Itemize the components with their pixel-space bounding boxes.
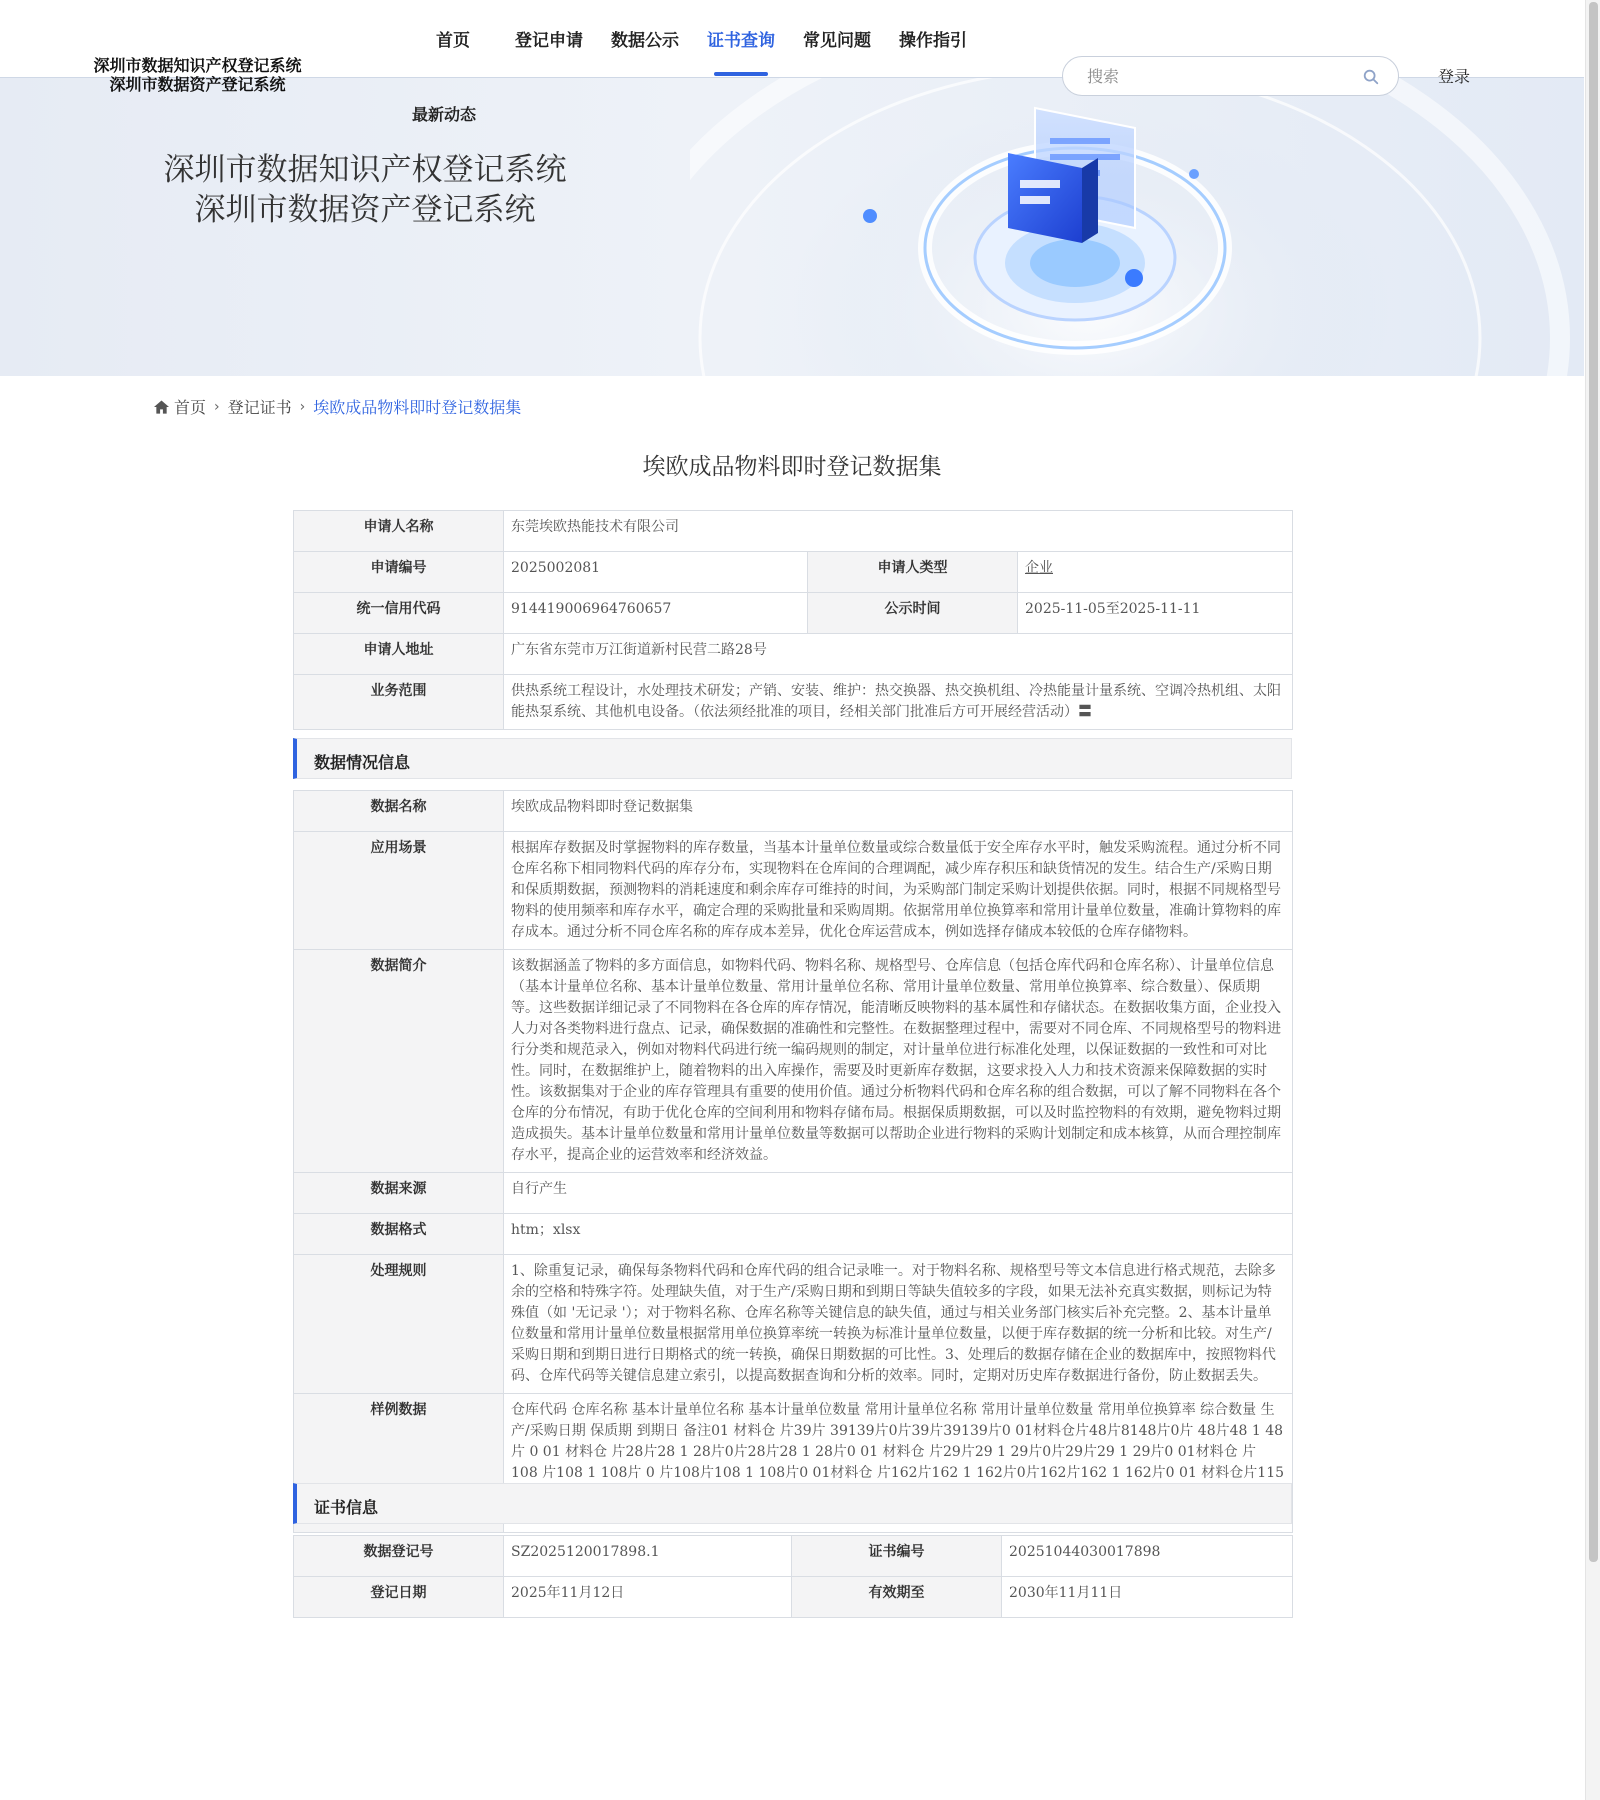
applicant-name-label: 申请人名称 — [294, 511, 504, 552]
registration-number-value: SZ2025120017898.1 — [504, 1536, 792, 1577]
valid-until-value: 2030年11月11日 — [1002, 1577, 1293, 1618]
data-source-value: 自行产生 — [504, 1173, 1293, 1214]
table-row — [294, 634, 1293, 675]
certificate-number-value: 20251044030017898 — [1002, 1536, 1293, 1577]
search-input[interactable] — [1087, 65, 1347, 87]
sample-data-label: 样例数据 — [294, 1394, 504, 1533]
banner-title-line2: 深圳市数据资产登记系统 — [194, 192, 536, 228]
registration-date-label: 登记日期 — [294, 1577, 504, 1618]
banner-illustration — [690, 78, 1584, 376]
applicant-type-label: 申请人类型 — [808, 552, 1018, 593]
breadcrumb — [154, 395, 521, 418]
valid-until-label: 有效期至 — [792, 1577, 1002, 1618]
applicant-info-table — [293, 510, 1293, 730]
table-row — [294, 1577, 1293, 1618]
application-scenario-value: 根据库存数据及时掌握物料的库存数量，当基本计量单位数量或综合数量低于安全库存水平时，触发采购流程。通过分析不同仓库名称下相同物料代码的库存分布，实现物料在仓库间的合理调配，减少库存积压和缺货情况的发生。结合生产/采购日期和保质期数据，预测物料的消耗速度和剩余库存可维持的时间，为采购部门制定采购计划提供依据。同时，根据不同规格型号物料的使用频率和库存水平，确定合理的采购批量和采购周期。依据常用单位换算率和常用计量单位数量，准确计算物料的库存成本。通过分析不同仓库名称的库存成本差异，优化仓库运营成本，例如选择存储成本较低的仓库存储物料。 — [504, 832, 1293, 950]
registration-date-value: 2025年11月12日 — [504, 1577, 792, 1618]
application-scenario-label: 应用场景 — [294, 832, 504, 950]
processing-rules-value: 1、除重复记录，确保每条物料代码和仓库代码的组合记录唯一。对于物料名称、规格型号等文本信息进行格式规范，去除多余的空格和特殊字符。处理缺失值，对于生产/采购日期和到期日等缺失值较多的字段，如果无法补充真实数据，则标记为特殊值（如 '无记录 '）；对于物料名称、仓库名称等关键信息的缺失值，通过与相关业务部门核实后补充完整。2、基本计量单位数量和常用计量单位数量根据常用单位换算率统一转换为标准计量单位数量，以便于库存数据的统一分析和比较。对生产/采购日期和到期日进行日期格式的统一转换，确保日期数据的可比性。3、处理后的数据存储在企业的数据库中，按照物料代码、仓库代码等关键信息建立索引，以提高数据查询和分析的效率。同时，定期对历史库存数据进行备份，防止数据丢失。 — [504, 1255, 1293, 1394]
publicity-period-value: 2025-11-05至2025-11-11 — [1018, 593, 1293, 634]
data-format-value: htm；xlsx — [504, 1214, 1293, 1255]
business-scope-value: 供热系统工程设计，水处理技术研发；产销、安装、维护：热交换器、热交换机组、冷热能量计量系统、空调冷热机组、太阳能热泵系统、其他机电设备。（依法须经批准的项目，经相关部门批准后方可开展经营活动）〓 — [504, 675, 1293, 730]
nav-faq[interactable]: 常见问题 — [803, 31, 871, 51]
page-title: 埃欧成品物料即时登记数据集 — [642, 454, 942, 480]
breadcrumb-certificates[interactable]: 登记证书 — [227, 398, 292, 417]
applicant-type-link[interactable]: 企业 — [1025, 560, 1053, 576]
certificate-info-table — [293, 1535, 1293, 1618]
breadcrumb-current: 埃欧成品物料即时登记数据集 — [313, 398, 522, 417]
applicant-type-value — [1018, 552, 1293, 593]
registration-number-label: 数据登记号 — [294, 1536, 504, 1577]
certificate-info-section-header: 证书信息 — [293, 1483, 1292, 1524]
nav-registration-apply[interactable]: 登记申请 — [515, 31, 583, 51]
nav-certificate-query[interactable]: 证书查询 — [693, 0, 789, 76]
data-info-section-header: 数据情况信息 — [293, 738, 1292, 779]
table-row — [294, 1214, 1293, 1255]
search-icon[interactable] — [1362, 68, 1380, 86]
site-title-line2: 深圳市数据资产登记系统 — [109, 75, 286, 94]
data-summary-value: 该数据涵盖了物料的多方面信息，如物料代码、物料名称、规格型号、仓库信息（包括仓库代码和仓库名称）、计量单位信息（基本计量单位名称、基本计量单位数量、常用计量单位名称、常用计量单位数量、常用单位换算率、综合数量）、保质期等。这些数据详细记录了不同物料在各仓库的库存情况，能清晰反映物料的基本属性和存储状态。在数据收集方面，企业投入人力对各类物料进行盘点、记录，确保数据的准确性和完整性。在数据整理过程中，需要对不同仓库、不同规格型号的物料进行分类和规范录入，例如对物料代码进行统一编码规则的制定，对计量单位进行标准化处理，以保证数据的一致性和可对比性。同时，在数据维护上，随着物料的出入库操作，需要及时更新库存数据，这要求投入人力和技术资源来保障数据的实时性。该数据集对于企业的库存管理具有重要的使用价值。通过分析物料代码和仓库名称的组合数据，可以了解不同物料在各个仓库的分布情况，有助于优化仓库的空间利用和物料存储布局。根据保质期数据，可以及时监控物料的有效期，避免物料过期造成损失。基本计量单位数量和常用计量单位数量等数据可以帮助企业进行物料的采购计划制定和成本核算，从而合理控制库存水平，提高企业的运营效率和经济效益。 — [504, 950, 1293, 1173]
nav-data-publicity[interactable]: 数据公示 — [611, 31, 679, 51]
site-title-line1: 深圳市数据知识产权登记系统 — [93, 56, 302, 75]
data-summary-label: 数据简介 — [294, 950, 504, 1173]
data-name-value: 埃欧成品物料即时登记数据集 — [504, 791, 1293, 832]
sample-data-value: 仓库代码 仓库名称 基本计量单位名称 基本计量单位数量 常用计量单位名称 常用计量单位数量 常用单位换算率 综合数量 生产/采购日期 保质期 到期日 备注01 材料仓 片39片 39139片0片39片39139片0 01材料仓片48片8148片0片 48片48 1 48片 0 01 材料仓 片28片28 1 28片0片28片28 1 28片0 01 材料仓 片29片29 1 29片0片29片29 1 29片0 01材料仓 片 108 片108 1 108片 0 片108片108 1 108片0 01材料仓 片162片162 1 162片0片162片162 1 162片0 01 材料仓片115 — [504, 1394, 1293, 1533]
table-row — [294, 552, 1293, 593]
main-nav — [405, 0, 981, 78]
table-row — [294, 950, 1293, 1173]
application-number-label: 申请编号 — [294, 552, 504, 593]
table-row — [294, 1536, 1293, 1577]
home-icon — [154, 400, 169, 414]
chevron-right-icon: › — [214, 398, 220, 415]
search-box — [1062, 56, 1399, 96]
table-row — [294, 593, 1293, 634]
login-link[interactable]: 登录 — [1438, 67, 1471, 86]
data-info-table — [293, 790, 1293, 1533]
processing-rules-label: 处理规则 — [294, 1255, 504, 1394]
nav-home[interactable]: 首页 — [436, 31, 470, 51]
applicant-address-value: 广东省东莞市万江街道新村民营二路28号 — [504, 634, 1293, 675]
vertical-scrollbar[interactable] — [1585, 0, 1600, 1800]
hero-banner — [0, 78, 1584, 376]
breadcrumb-home[interactable]: 首页 — [174, 398, 207, 417]
data-format-label: 数据格式 — [294, 1214, 504, 1255]
credit-code-value: 914419006964760657 — [504, 593, 808, 634]
certificate-number-label: 证书编号 — [792, 1536, 1002, 1577]
data-source-label: 数据来源 — [294, 1173, 504, 1214]
table-row — [294, 1173, 1293, 1214]
banner-title — [120, 150, 610, 230]
table-row — [294, 832, 1293, 950]
credit-code-label: 统一信用代码 — [294, 593, 504, 634]
business-scope-label: 业务范围 — [294, 675, 504, 730]
banner-title-line1: 深圳市数据知识产权登记系统 — [163, 152, 567, 188]
applicant-name-value: 东莞埃欧热能技术有限公司 — [504, 511, 1293, 552]
data-name-label: 数据名称 — [294, 791, 504, 832]
publicity-period-label: 公示时间 — [808, 593, 1018, 634]
nav-guide[interactable]: 操作指引 — [899, 31, 967, 51]
table-row — [294, 511, 1293, 552]
table-row — [294, 675, 1293, 730]
chevron-right-icon: › — [299, 398, 306, 415]
applicant-address-label: 申请人地址 — [294, 634, 504, 675]
scrollbar-thumb[interactable] — [1589, 2, 1598, 1562]
table-row — [294, 791, 1293, 832]
site-title[interactable] — [90, 56, 305, 94]
application-number-value: 2025002081 — [504, 552, 808, 593]
latest-news-link[interactable]: 最新动态 — [412, 105, 477, 124]
table-row — [294, 1255, 1293, 1394]
